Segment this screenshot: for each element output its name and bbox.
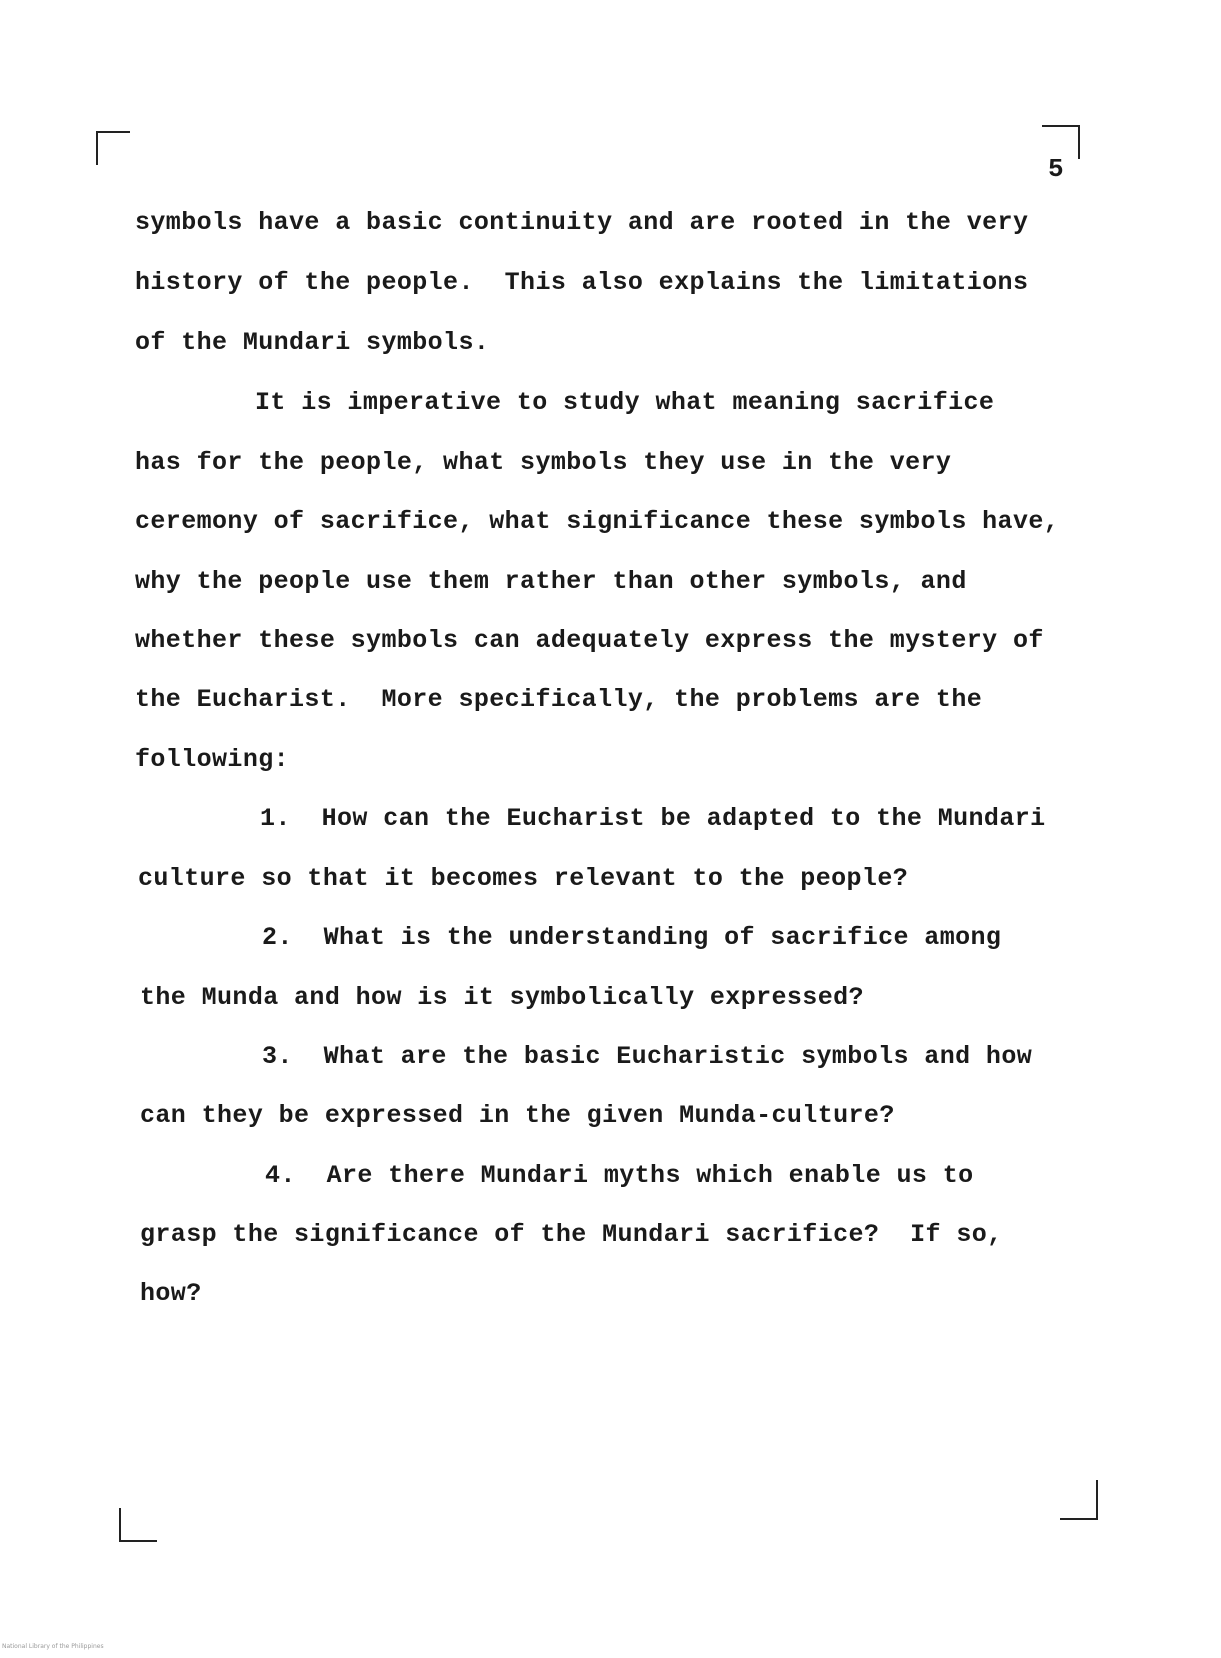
crop-mark-top-left: [96, 131, 130, 165]
text-line: of the Mundari symbols.: [135, 328, 490, 357]
text-line: ceremony of sacrifice, what significance these symbols have,: [135, 507, 1060, 536]
page-number: 5: [1048, 154, 1064, 184]
text-line: symbols have a basic continuity and are rooted in the very: [135, 208, 1029, 237]
text-line: how?: [140, 1279, 202, 1308]
scan-footer-note: National Library of the Philippines: [2, 1643, 104, 1650]
text-line: It is imperative to study what meaning sacrifice: [255, 388, 995, 417]
crop-mark-bottom-right: [1060, 1480, 1098, 1520]
list-item-3: 3. What are the basic Eucharistic symbols and how: [262, 1042, 1033, 1071]
text-line: following:: [135, 745, 290, 774]
text-line: the Eucharist. More specifically, the problems are the: [135, 685, 983, 714]
text-line: history of the people. This also explains the limitations: [135, 268, 1029, 297]
crop-mark-bottom-left: [119, 1508, 157, 1542]
text-line: grasp the significance of the Mundari sacrifice? If so,: [140, 1220, 1003, 1249]
text-line: has for the people, what symbols they use in the very: [135, 448, 952, 477]
text-line: culture so that it becomes relevant to the people?: [138, 864, 909, 893]
text-line: the Munda and how is it symbolically expressed?: [140, 983, 864, 1012]
text-line: whether these symbols can adequately express the mystery of: [135, 626, 1044, 655]
list-item-4: 4. Are there Mundari myths which enable us to: [265, 1161, 974, 1190]
text-line: why the people use them rather than other symbols, and: [135, 567, 967, 596]
text-line: can they be expressed in the given Munda-culture?: [140, 1101, 895, 1130]
list-item-2: 2. What is the understanding of sacrifice among: [262, 923, 1002, 952]
list-item-1: 1. How can the Eucharist be adapted to the Mundari: [260, 804, 1046, 833]
